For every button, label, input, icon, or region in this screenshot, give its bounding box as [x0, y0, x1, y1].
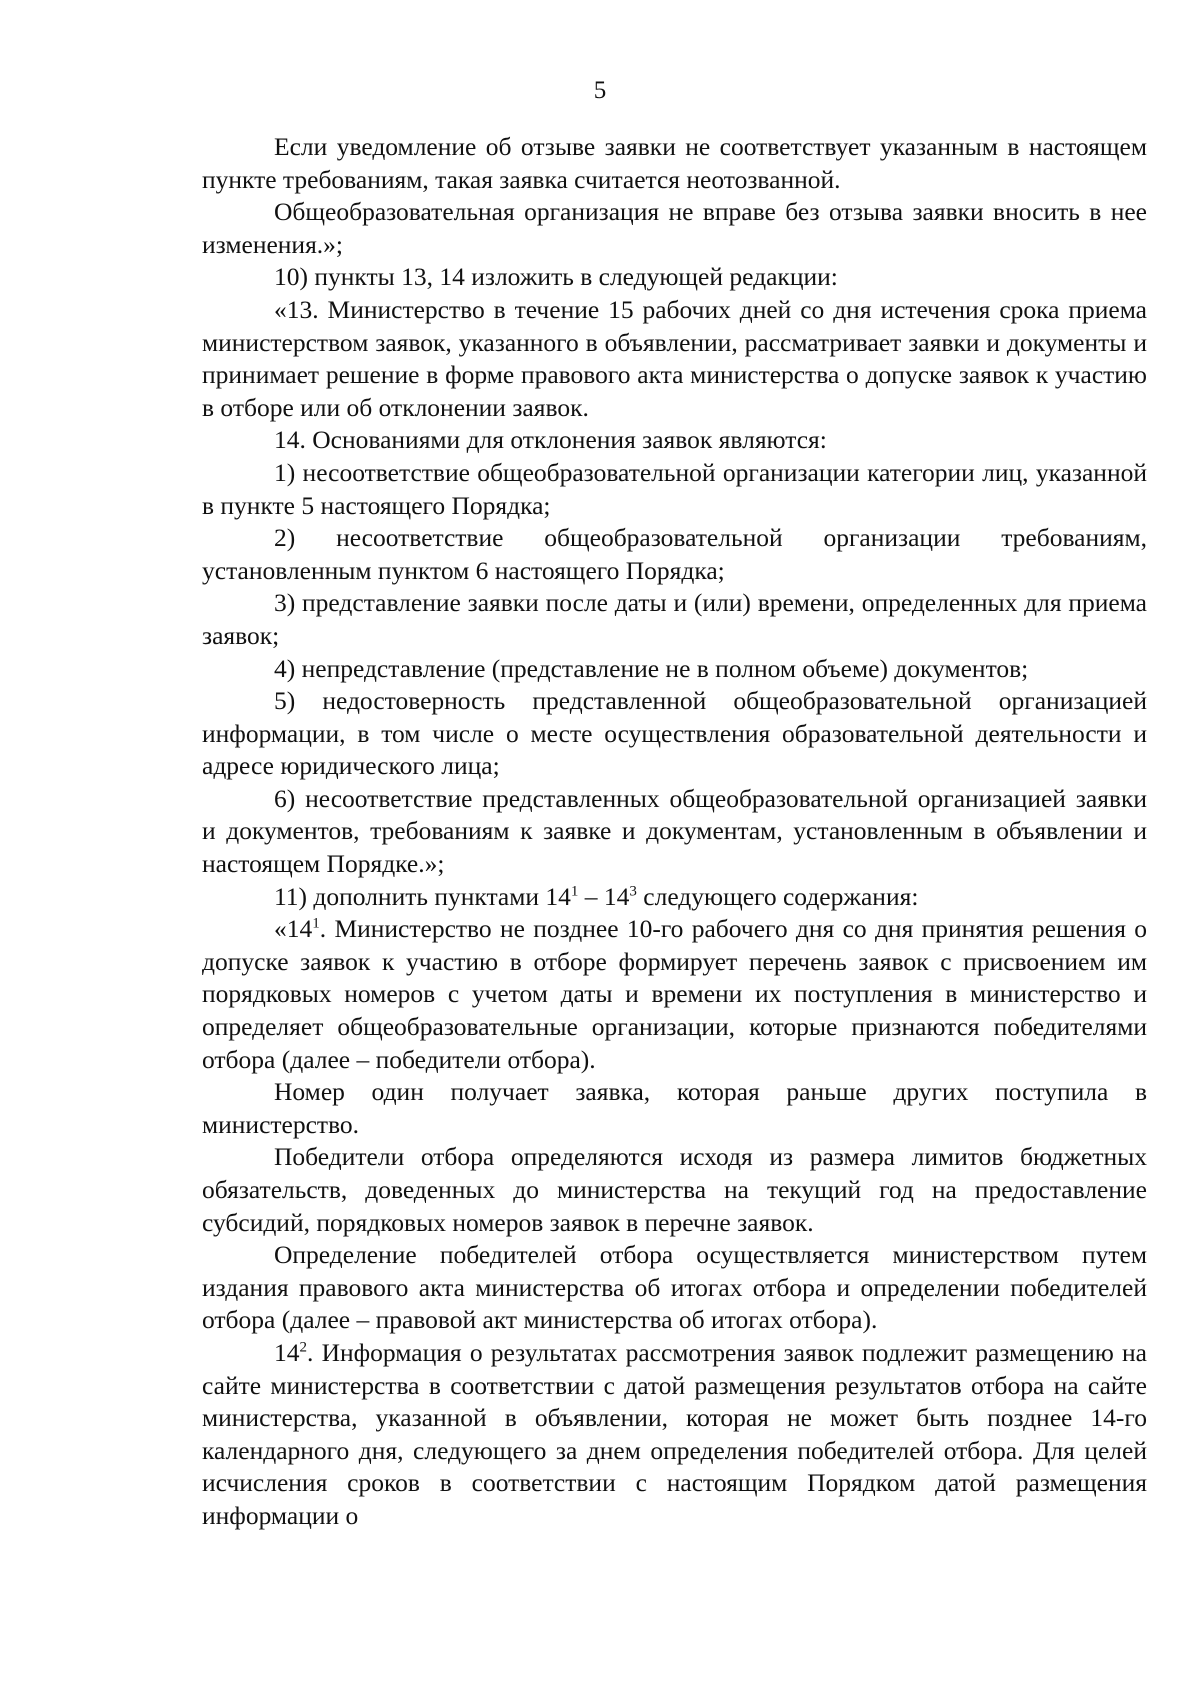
paragraph: 5) недостоверность представленной общеобразовательной организацией информации, в том числе о месте осуществления образовательной деятельности и адресе юридического лица;	[202, 686, 1147, 781]
paragraph: 1) несоответствие общеобразовательной организации категории лиц, указанной в пункте 5 настоящего Порядка;	[202, 457, 1147, 520]
paragraph: 3) представление заявки после даты и (или) времени, определенных для приема заявок;	[202, 588, 1147, 650]
paragraph: Общеобразовательная организация не вправе без отзыва заявки вносить в нее изменения.»;	[202, 197, 1147, 259]
paragraph-text: . Министерство не позднее 10-го рабочего дня со дня принятия решения о допуске заявок к участию в отборе формирует перечень заявок с присвоением им порядковых номеров с учетом даты и времени их поступления в министерство и определяет общеобразовательные организации, которые признаются победителями отбора (далее – победители отбора).	[202, 914, 1147, 1074]
document-body	[202, 131, 1147, 1533]
paragraph: Определение победителей отбора осуществляется министерством путем издания правового акта министерства об итогах отбора и определении победителей отбора (далее – правовой акт министерства об итогах отбора).	[202, 1240, 1147, 1335]
paragraph: Номер один получает заявка, которая раньше других поступила в министерство.	[202, 1077, 1147, 1139]
paragraph: 4) непредставление (представление не в полном объеме) документов;	[274, 653, 1029, 683]
superscript: 1	[570, 883, 579, 900]
paragraph-text: 14	[274, 1337, 300, 1367]
paragraph	[202, 1337, 1147, 1533]
paragraph: 2) несоответствие общеобразовательной организации требованиям, установленным пунктом 6 настоящего Порядка;	[202, 523, 1147, 585]
paragraph-text: – 14	[578, 881, 630, 911]
page-number: 5	[593, 77, 607, 104]
paragraph	[202, 881, 1147, 914]
paragraph-text: следующего содержания:	[636, 881, 919, 911]
superscript: 3	[629, 883, 637, 900]
paragraph-text: «14	[274, 914, 313, 944]
paragraph-text: . Информация о результатах рассмотрения заявок подлежит размещению на сайте министерства в соответствии с датой размещения результатов отбора на сайте министерства, указанной в объявлении, которая не может быть позднее 14-го календарного дня, следующего за днем определения победителей отбора. Для целей исчисления сроков в соответствии с настоящим Порядком датой размещения информации о	[202, 1337, 1147, 1530]
paragraph: 14. Основаниями для отклонения заявок являются:	[274, 425, 827, 455]
paragraph	[202, 913, 1147, 1076]
paragraph-text: 11) дополнить пунктами 14	[274, 881, 571, 911]
paragraph: Если уведомление об отзыве заявки не соответствует указанным в настоящем пункте требованиям, такая заявка считается неотозванной.	[202, 132, 1147, 194]
paragraph: «13. Министерство в течение 15 рабочих дней со дня истечения срока приема министерством заявок, указанного в объявлении, рассматривает заявки и документы и принимает решение в форме правового акта министерства о допуске заявок к участию в отборе или об отклонении заявок.	[202, 294, 1147, 422]
paragraph: Победители отбора определяются исходя из размера лимитов бюджетных обязательств, доведенных до министерства на текущий год на предоставление субсидий, порядковых номеров заявок в перечне заявок.	[202, 1142, 1147, 1237]
paragraph: 10) пункты 13, 14 изложить в следующей редакции:	[274, 262, 838, 292]
paragraph: 6) несоответствие представленных общеобразовательной организацией заявки и документов, требованиям к заявке и документам, установленным в объявлении и настоящем Порядке.»;	[202, 783, 1147, 879]
superscript: 2	[299, 1339, 307, 1356]
superscript: 1	[312, 915, 320, 932]
